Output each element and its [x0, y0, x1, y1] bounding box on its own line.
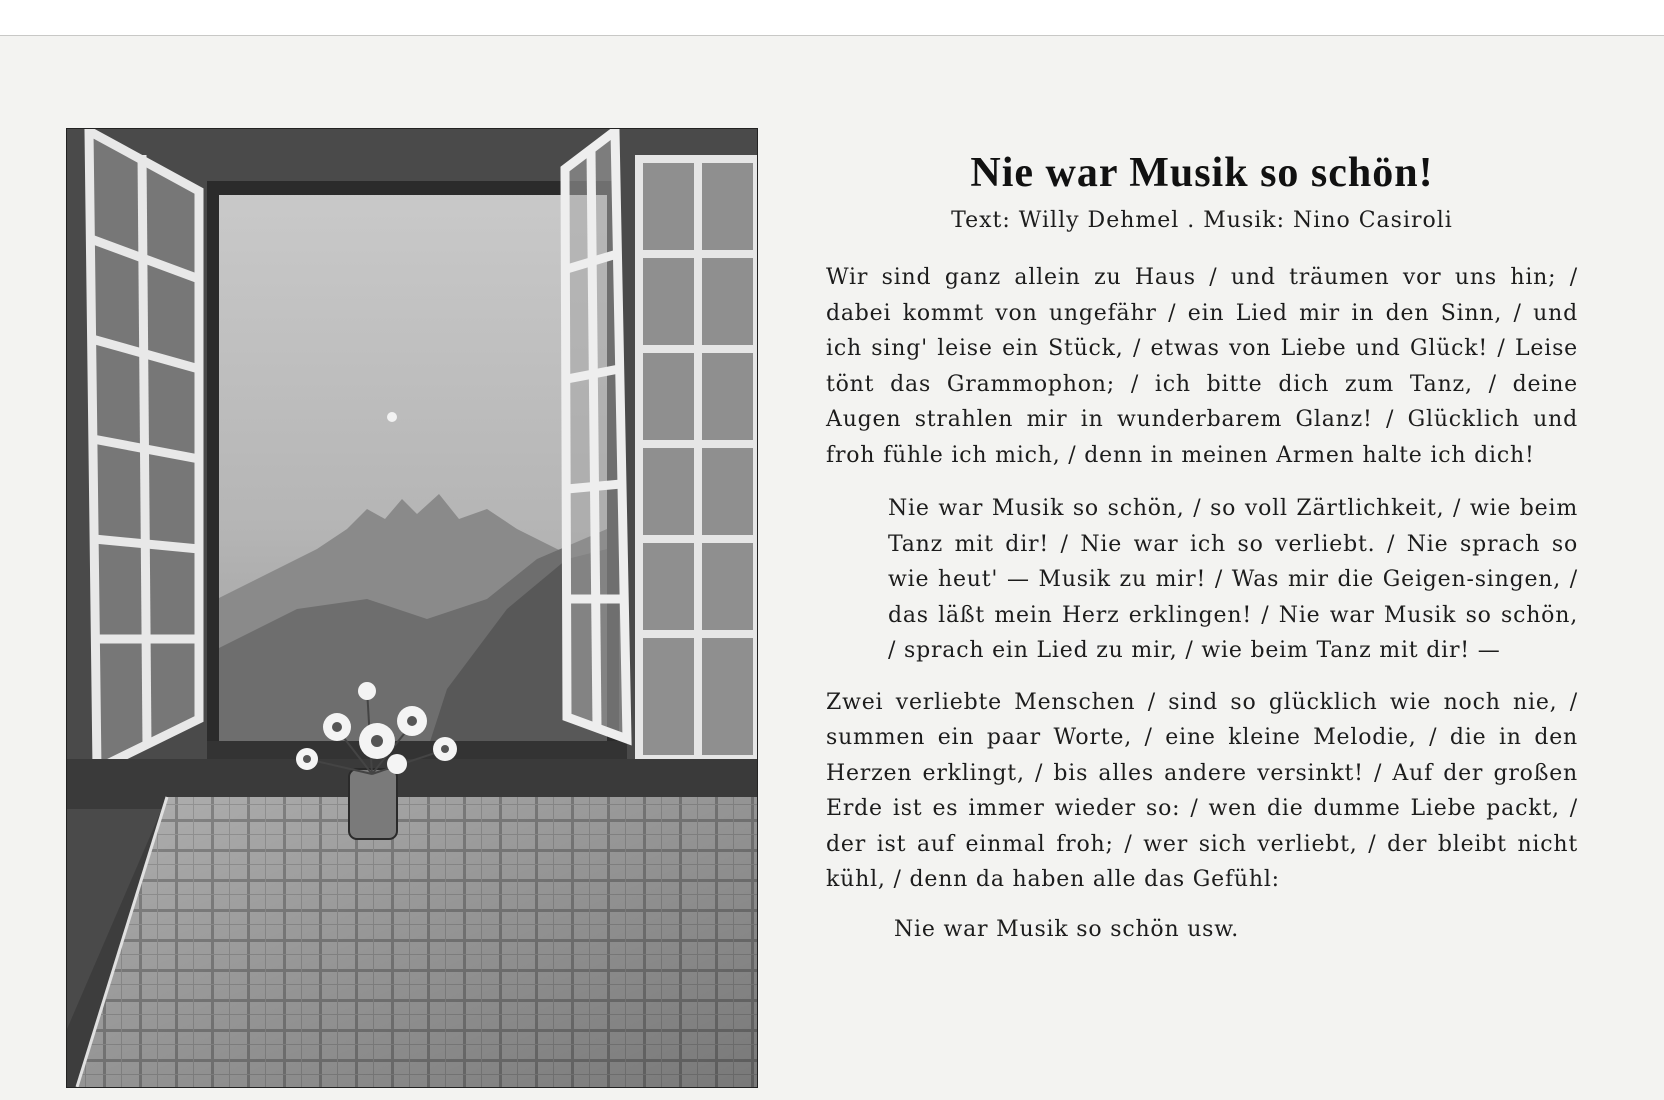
- open-window-mountain-photo: [66, 128, 758, 1088]
- refrain-repeat: Nie war Musik so schön usw.: [894, 916, 1240, 942]
- verse-2: Zwei verliebte Menschen / sind so glücklich wie noch nie, / summen ein paar Worte, / eine kleine Melodie, / die in den Herzen erklingt, / bis alles andere versinkt! / Auf der großen Erde ist es immer wieder so: / wen die dumme Liebe packt, / der ist auf einmal froh; / wer sich verliebt, / der bleibt nicht kühl, / denn da haben alle das Gefühl:: [826, 689, 1578, 892]
- verse-1: Wir sind ganz allein zu Haus / und träumen vor uns hin; / dabei kommt von ungefähr / ein Lied mir in den Sinn, / und ich sing' leise ein Stück, / etwas von Liebe und Glück! / Leise tönt das Grammophon; / ich bitte dich zum Tanz, / deine Augen strahlen mir in wunderbarem Glanz! / Glücklich und froh fühle ich mich, / denn in meinen Armen halte ich dich!: [826, 265, 1578, 468]
- postcard: [0, 36, 1664, 1100]
- chorus: Nie war Musik so schön, / so voll Zärtlichkeit, / wie beim Tanz mit dir! / Nie war ich so verliebt. / Nie sprach so wie heut' — Musik zu mir! / Was mir die Geigen-singen, / das läßt mein Herz erklingen! / Nie war Musik so schön, / sprach ein Lied zu mir, / wie beim Tanz mit dir! —: [888, 496, 1578, 663]
- song-credits: Text: Willy Dehmel . Musik: Nino Casiroli: [951, 208, 1453, 233]
- song-text-column: [826, 146, 1578, 947]
- song-title: Nie war Musik so schön!: [970, 150, 1434, 196]
